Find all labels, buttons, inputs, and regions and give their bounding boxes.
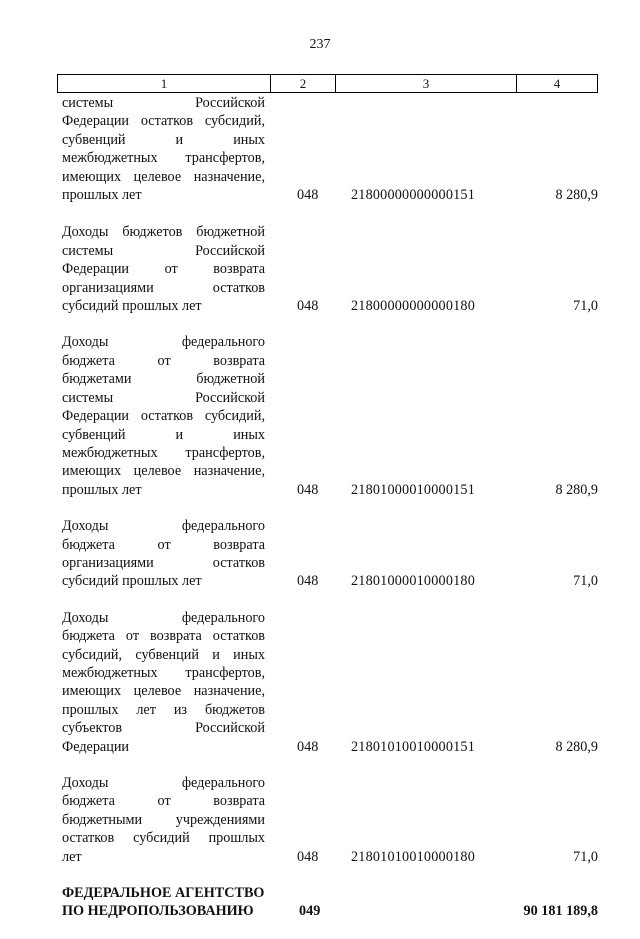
row-name — [62, 609, 265, 756]
table-row — [0, 774, 640, 866]
row-amount: 71,0 — [573, 298, 598, 315]
row-name-line: бюджета от возврата — [62, 793, 265, 810]
row-name-line: Доходы федерального — [62, 609, 265, 626]
row-name-line: прошлых лет из бюджетов — [62, 701, 265, 718]
row-name-line: системы Российской — [62, 242, 265, 259]
row-name-line: организациями остатков — [62, 554, 265, 571]
row-admin-code: 048 — [297, 848, 319, 865]
row-name-line: Федерации остатков субсидий, — [62, 113, 265, 130]
row-name-line: субъектов Российской — [62, 720, 265, 737]
row-revenue-code: 21801000010000151 — [351, 481, 475, 498]
row-name — [62, 333, 265, 499]
row-revenue-code: 21800000000000180 — [351, 298, 475, 315]
row-name-line: субвенций и иных — [62, 131, 265, 148]
table-row — [0, 223, 640, 315]
row-revenue-code: 21801010010000180 — [351, 848, 475, 865]
row-name-line: бюджета от возврата — [62, 536, 265, 553]
agency-name-line: ПО НЕДРОПОЛЬЗОВАНИЮ — [62, 903, 254, 920]
row-name-line: прошлых лет — [62, 481, 142, 498]
row-amount: 8 280,9 — [555, 738, 598, 755]
row-amount: 71,0 — [573, 848, 598, 865]
row-amount: 8 280,9 — [555, 481, 598, 498]
row-name — [62, 517, 265, 591]
row-name-line: межбюджетных трансфертов, — [62, 664, 265, 681]
row-name-line: межбюджетных трансфертов, — [62, 150, 265, 167]
row-name-line: межбюджетных трансфертов, — [62, 444, 265, 461]
row-name-line: субсидий прошлых лет — [62, 573, 202, 590]
table-body — [0, 94, 640, 939]
row-admin-code: 048 — [297, 481, 319, 498]
row-name-line: субсидий прошлых лет — [62, 298, 202, 315]
agency-admin-code: 049 — [299, 903, 321, 920]
row-name-line: прошлых лет — [62, 187, 142, 204]
row-name-line: Федерации остатков субсидий, — [62, 408, 265, 425]
row-name — [62, 94, 265, 204]
row-name — [62, 223, 265, 315]
row-name-line: Доходы федерального — [62, 518, 265, 535]
row-name-line: бюджета от возврата — [62, 352, 265, 369]
header-col-4: 4 — [553, 76, 561, 91]
row-name-line: Федерации — [62, 738, 130, 755]
row-revenue-code: 21801000010000180 — [351, 573, 475, 590]
page-number: 237 — [309, 37, 331, 52]
row-name-line: лет — [62, 848, 82, 865]
row-name-line: бюджета от возврата остатков — [62, 628, 265, 645]
agency-total-amount: 90 181 189,8 — [523, 903, 598, 920]
row-revenue-code: 21800000000000151 — [351, 187, 475, 204]
row-admin-code: 048 — [297, 298, 319, 315]
table-row — [0, 609, 640, 756]
row-admin-code: 048 — [297, 738, 319, 755]
row-admin-code: 048 — [297, 573, 319, 590]
table-row — [0, 94, 640, 204]
row-name-line: имеющих целевое назначение, — [62, 683, 265, 700]
header-col-2: 2 — [271, 75, 336, 92]
header-col-3: 3 — [336, 75, 517, 92]
row-amount: 71,0 — [573, 573, 598, 590]
row-amount: 8 280,9 — [555, 187, 598, 204]
agency-name-line: ФЕДЕРАЛЬНОЕ АГЕНТСТВО — [62, 885, 265, 902]
row-admin-code: 048 — [297, 187, 319, 204]
row-name-line: бюджетами бюджетной — [62, 371, 265, 388]
header-col-1: 1 — [58, 75, 271, 92]
agency-total-row — [0, 884, 640, 921]
table-row — [0, 517, 640, 591]
table-row — [0, 333, 640, 499]
row-name-line: системы Российской — [62, 389, 265, 406]
row-revenue-code: 21801010010000151 — [351, 738, 475, 755]
row-name — [62, 774, 265, 866]
row-name-line: Доходы бюджетов бюджетной — [62, 224, 265, 241]
row-name-line: имеющих целевое назначение, — [62, 168, 265, 185]
table-header-row — [57, 74, 598, 93]
row-name-line: организациями остатков — [62, 279, 265, 296]
row-name-line: имеющих целевое назначение, — [62, 463, 265, 480]
row-name-line: Доходы федерального — [62, 775, 265, 791]
row-name-line: субсидий, субвенций и иных — [62, 646, 265, 663]
row-name-line: субвенций и иных — [62, 426, 265, 443]
row-name-line: остатков субсидий прошлых — [62, 830, 265, 847]
row-name-line: Доходы федерального — [62, 334, 265, 351]
agency-name — [62, 884, 265, 921]
row-name-line: Федерации от возврата — [62, 261, 265, 278]
row-name-line: бюджетными учреждениями — [62, 811, 265, 828]
row-name-line: системы Российской — [62, 95, 265, 111]
